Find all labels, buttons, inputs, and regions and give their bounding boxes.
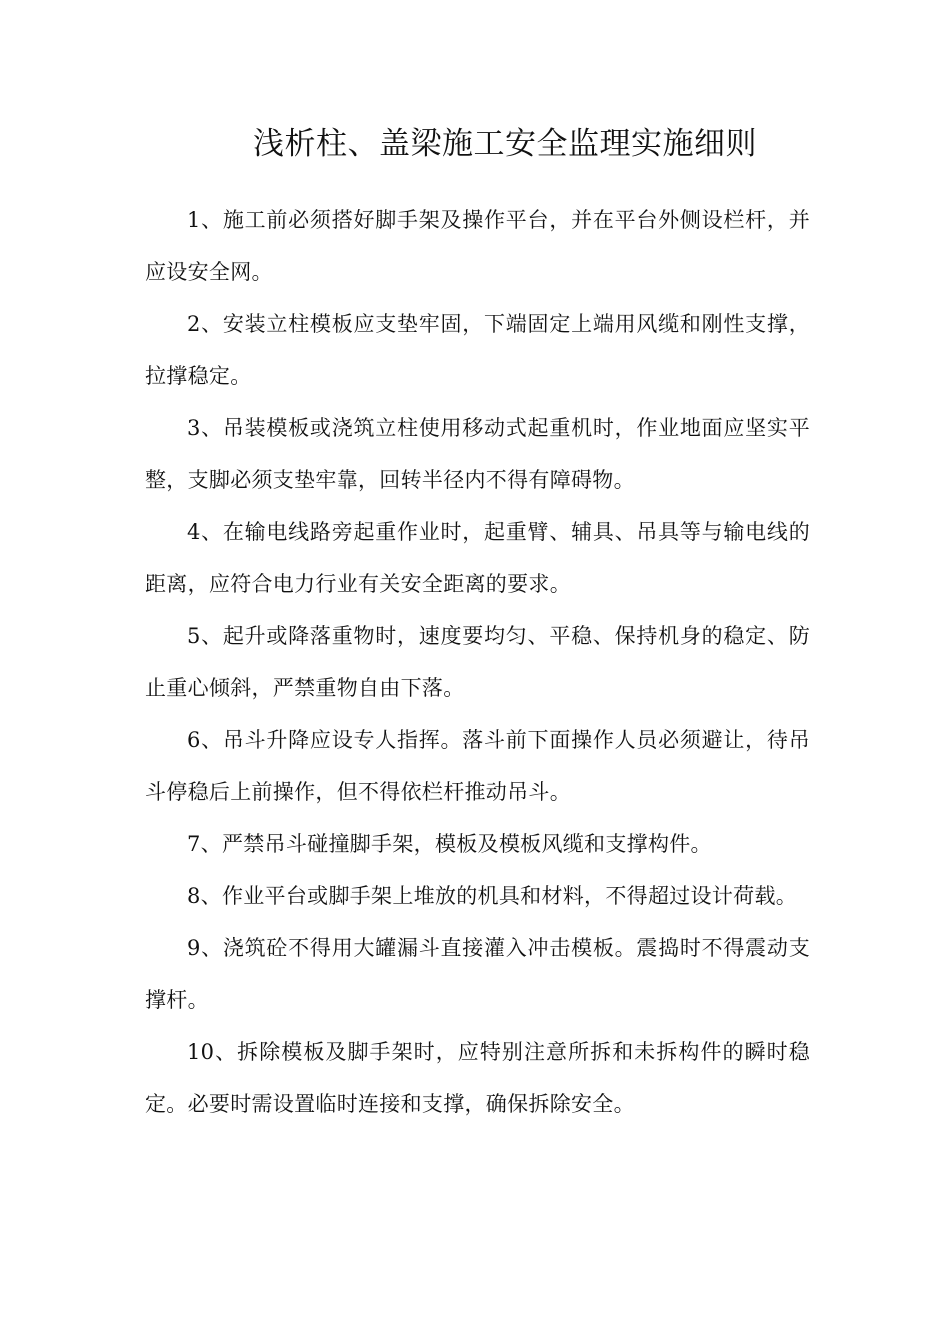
paragraph-3: 3、吊装模板或浇筑立柱使用移动式起重机时，作业地面应坚实平整，支脚必须支垫牢靠，回转半径内不得有障碍物。 xyxy=(145,416,810,492)
paragraph-4: 4、在输电线路旁起重作业时，起重臂、辅具、吊具等与输电线的距离，应符合电力行业有关安全距离的要求。 xyxy=(145,520,810,596)
paragraph-1: 1、施工前必须搭好脚手架及操作平台，并在平台外侧设栏杆，并应设安全网。 xyxy=(145,208,810,284)
paragraph-5: 5、起升或降落重物时，速度要均匀、平稳、保持机身的稳定、防止重心倾斜，严禁重物自由下落。 xyxy=(145,624,810,700)
paragraph-7: 7、严禁吊斗碰撞脚手架，模板及模板风缆和支撑构件。 xyxy=(187,832,712,856)
document-title: 浅析柱、盖梁施工安全监理实施细则 xyxy=(253,126,757,162)
paragraph-6: 6、吊斗升降应设专人指挥。落斗前下面操作人员必须避让，待吊斗停稳后上前操作，但不得依栏杆推动吊斗。 xyxy=(145,728,810,804)
document-body xyxy=(145,194,810,1130)
paragraph-2: 2、安装立柱模板应支垫牢固，下端固定上端用风缆和刚性支撑，拉撑稳定。 xyxy=(145,312,810,388)
paragraph-10: 10、拆除模板及脚手架时，应特别注意所拆和未拆构件的瞬时稳定。必要时需设置临时连接和支撑，确保拆除安全。 xyxy=(145,1040,810,1116)
paragraph-9: 9、浇筑砼不得用大罐漏斗直接灌入冲击模板。震捣时不得震动支撑杆。 xyxy=(145,936,810,1012)
paragraph-8: 8、作业平台或脚手架上堆放的机具和材料，不得超过设计荷载。 xyxy=(187,884,798,908)
